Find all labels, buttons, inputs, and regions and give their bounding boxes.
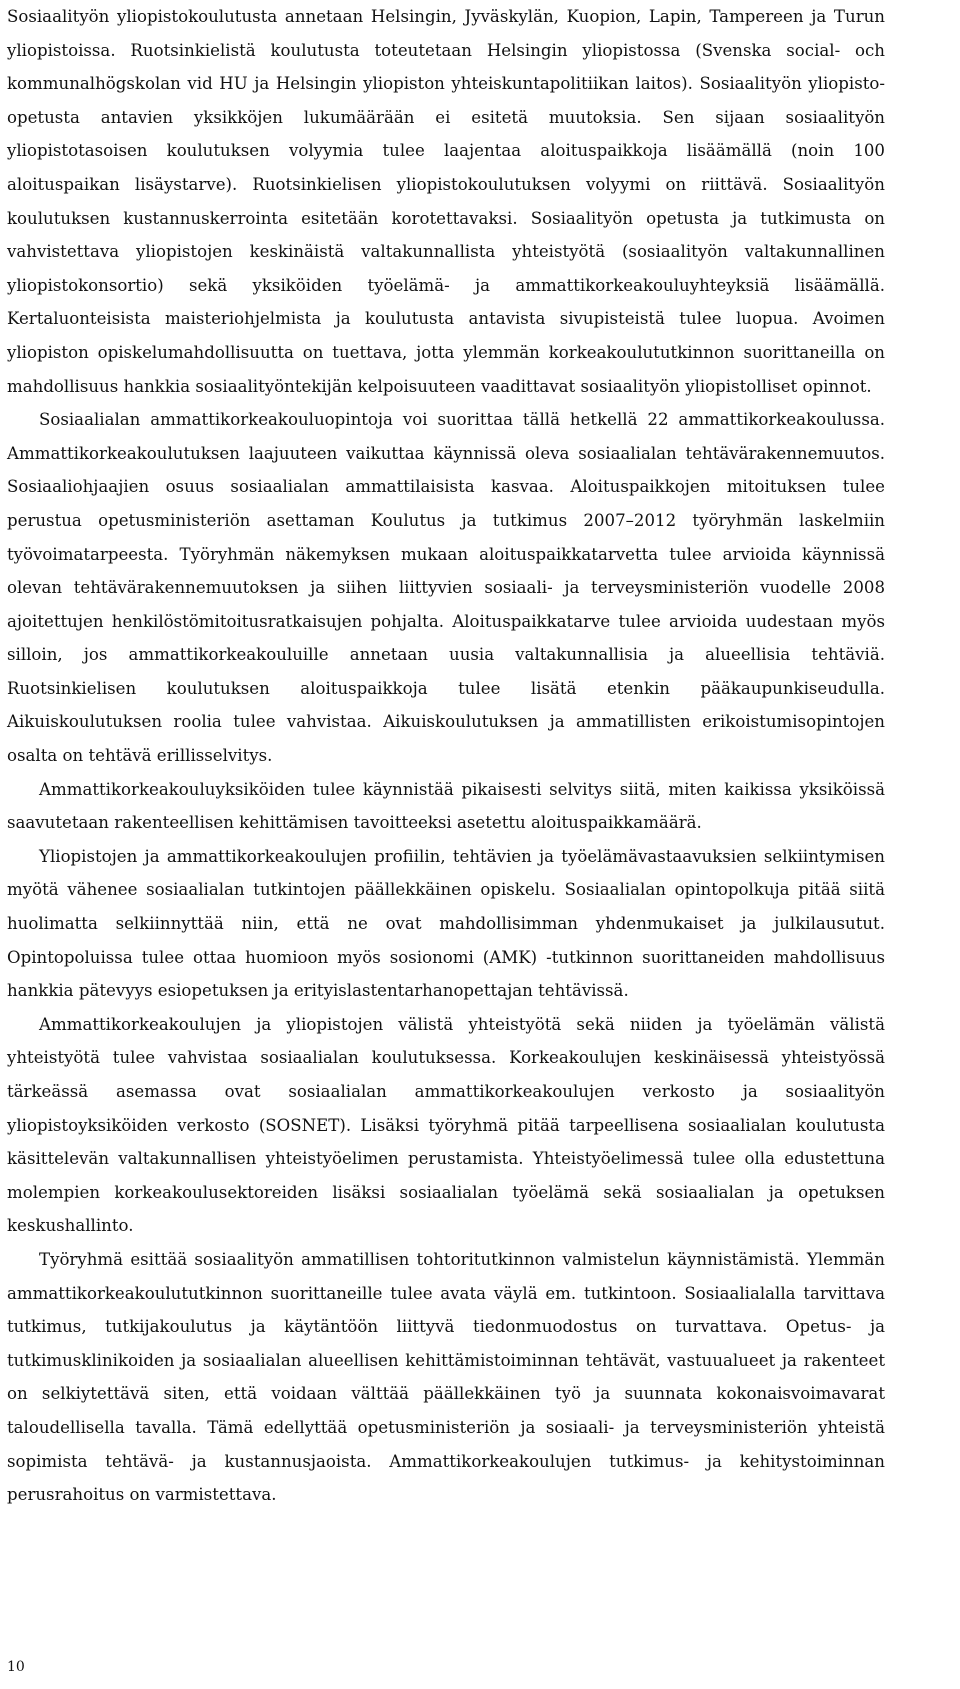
paragraph-polytechnic-survey: Ammattikorkeakouluyksiköiden tulee käynnistää pikaisesti selvitys siitä, miten kaikissa yksiköissä saavutetaan rakenteellisen kehittämisen tavoitteeksi asetettu aloituspaikkamäärä.: [7, 779, 885, 833]
paragraph-study-paths: Yliopistojen ja ammattikorkeakoulujen profiilin, tehtävien ja työelämävastaavuksien selkiintymisen myötä vähenee sosiaalialan tutkintojen päällekkäinen opiskelu. Sosiaalialan opintopolkuja pitää siitä huolimatta selkiinnyttää niin, että ne ovat mahdollisimman yhdenmukaiset ja julkilausutut. Opintopoluissa tulee ottaa huomioon myös sosionomi (AMK) -tutkinnon suorittaneiden mahdollisuus hankkia pätevyys esiopetuksen ja erityislastentarhanopettajan tehtävissä.: [7, 846, 885, 1001]
document-body: [7, 0, 885, 1512]
paragraph-doctoral-degree: Työryhmä esittää sosiaalityön ammatillisen tohtoritutkinnon valmistelun käynnistämistä. Ylemmän ammattikorkeakoulututkinnon suorittaneille tulee avata väylä em. tutkintoon. Sosiaalialalla tarvittava tutkimus, tutkijakoulutus ja käytäntöön liittyvä tiedonmuodostus on turvattava. Opetus- ja tutkimusklinikoiden ja sosiaalialan alueellisen kehittämistoiminnan tehtävät, vastuualueet ja rakenteet on selkiytettävä siten, että voidaan välttää päällekkäinen työ ja suunnata kokonaisvoimavarat taloudellisella tavalla. Tämä edellyttää opetusministeriön ja sosiaali- ja terveysministeriön yhteistä sopimista tehtävä- ja kustannusjaoista. Ammattikorkeakoulujen tutkimus- ja kehitystoiminnan perusrahoitus on varmistettava.: [7, 1249, 885, 1505]
page-number: 10: [7, 1659, 25, 1675]
paragraph-cooperation: Ammattikorkeakoulujen ja yliopistojen välistä yhteistyötä sekä niiden ja työelämän välistä yhteistyötä tulee vahvistaa sosiaalialan koulutuksessa. Korkeakoulujen keskinäisessä yhteistyössä tärkeässä asemassa ovat sosiaalialan ammattikorkeakoulujen verkosto ja sosiaalityön yliopistoyksiköiden verkosto (SOSNET). Lisäksi työryhmä pitää tarpeellisena sosiaalialan koulutusta käsittelevän valtakunnallisen yhteistyöelimen perustamista. Yhteistyöelimessä tulee olla edustettuna molempien korkeakoulusektoreiden lisäksi sosiaalialan työelämä sekä sosiaalialan ja opetuksen keskushallinto.: [7, 1014, 885, 1236]
paragraph-polytechnic-education: Sosiaalialan ammattikorkeakouluopintoja voi suorittaa tällä hetkellä 22 ammattikorkeakoulussa. Ammattikorkeakoulutuksen laajuuteen vaikuttaa käynnissä oleva sosiaalialan tehtävärakennemuutos. Sosiaaliohjaajien osuus sosiaalialan ammattilaisista kasvaa. Aloituspaikkojen mitoituksen tulee perustua opetusministeriön asettaman Koulutus ja tutkimus 2007–2012 työryhmän laskelmiin työvoimatarpeesta. Työryhmän näkemyksen mukaan aloituspaikkatarvetta tulee arvioida käynnissä olevan tehtävärakennemuutoksen ja siihen liittyvien sosiaali- ja terveysministeriön vuodelle 2008 ajoitettujen henkilöstömitoitusratkaisujen pohjalta. Aloituspaikkatarve tulee arvioida uudestaan myös silloin, jos ammattikorkeakouluille annetaan uusia valtakunnallisia ja alueellisia tehtäviä. Ruotsinkielisen koulutuksen aloituspaikkoja tulee lisätä etenkin pääkaupunkiseudulla. Aikuiskoulutuksen roolia tulee vahvistaa. Aikuiskoulutuksen ja ammatillisten erikoistumisopintojen osalta on tehtävä erillisselvitys.: [7, 410, 885, 766]
paragraph-university-education: Sosiaalityön yliopistokoulutusta annetaan Helsingin, Jyväskylän, Kuopion, Lapin, Tampereen ja Turun yliopistoissa. Ruotsinkielistä koulutusta toteutetaan Helsingin yliopistossa (Svenska social- och kommunalhögskolan vid HU ja Helsingin yliopiston yhteiskuntapolitiikan laitos). Sosiaalityön yliopisto-opetusta antavien yksikköjen lukumäärään ei esitetä muutoksia. Sen sijaan sosiaalityön yliopistotasoisen koulutuksen volyymia tulee laajentaa aloituspaikkoja lisäämällä (noin 100 aloituspaikan lisäystarve). Ruotsinkielisen yliopistokoulutuksen volyymi on riittävä. Sosiaalityön koulutuksen kustannuskerrointa esitetään korotettavaksi. Sosiaalityön opetusta ja tutkimusta on vahvistettava yliopistojen keskinäistä valtakunnallista yhteistyötä (sosiaalityön valtakunnallinen yliopistokonsortio) sekä yksiköiden työelämä- ja ammattikorkeakouluyhteyksiä lisäämällä. Kertaluonteisista maisteriohjelmista ja koulutusta antavista sivupisteistä tulee luopua. Avoimen yliopiston opiskelumahdollisuutta on tuettava, jotta ylemmän korkeakoulututkinnon suorittaneilla on mahdollisuus hankkia sosiaalityöntekijän kelpoisuuteen vaadittavat sosiaalityön yliopistolliset opinnot.: [7, 7, 885, 396]
